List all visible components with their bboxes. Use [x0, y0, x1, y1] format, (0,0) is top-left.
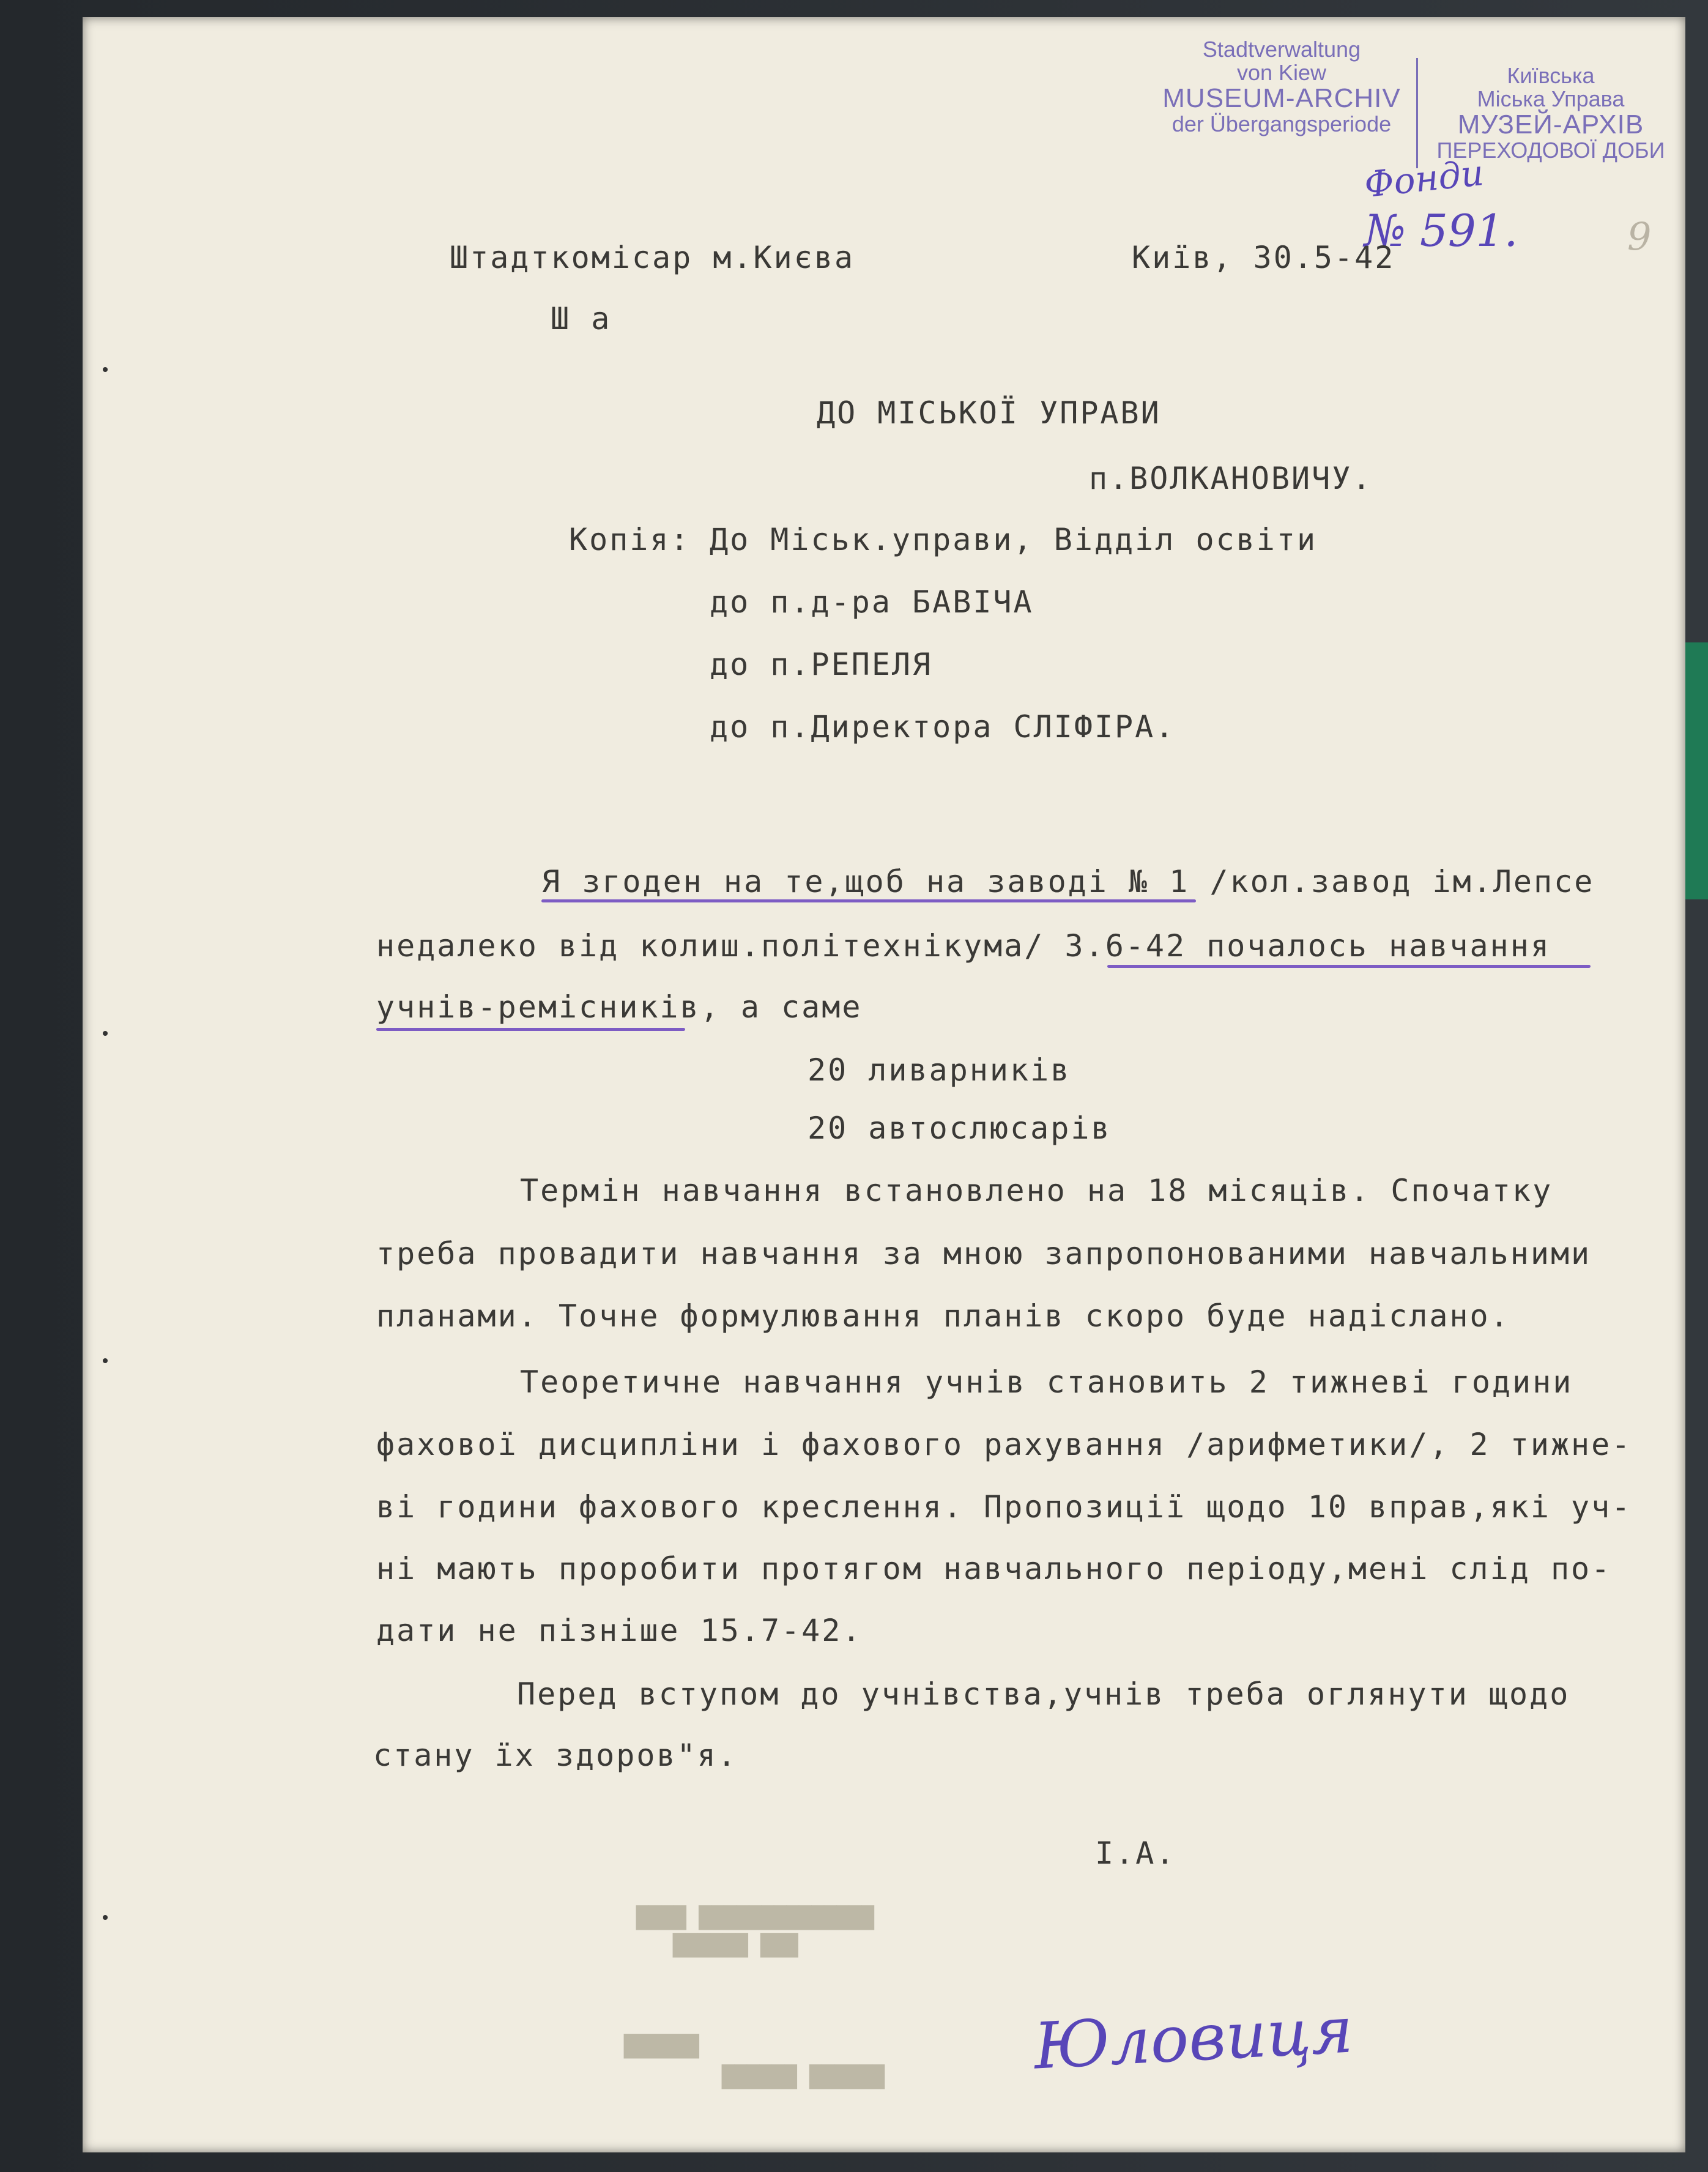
body-p2-line3: планами. Точне формулювання планів скоро буде надіслано. — [376, 1298, 1510, 1334]
copy-line4: до п.Директора СЛІФІРА. — [710, 709, 1176, 745]
underline-p1-line2 — [1107, 965, 1591, 968]
handwritten-signature: Юловиця — [1032, 1992, 1355, 2084]
stamp-ukrainian-line3: МУЗЕЙ-АРХІВ — [1457, 109, 1644, 139]
stamp-german-line3: MUSEUM-ARCHIV — [1162, 83, 1401, 113]
stamp-german-line1: Stadtverwaltung — [1202, 37, 1361, 62]
body-p3-line1: Теоретичне навчання учнів становить 2 тижневі години — [520, 1364, 1573, 1400]
punch-mark — [103, 367, 108, 372]
archive-fond-note: Фонди — [1362, 151, 1486, 206]
list-item-mechanics: 20 автослюсарів — [808, 1110, 1112, 1146]
reference-mark: Ш а — [551, 301, 612, 337]
body-p1-line3: учнів-ремісників, а саме — [376, 989, 863, 1025]
punch-mark — [103, 1031, 108, 1036]
stamp-ukrainian-line4: ПЕРЕХОДОВОЇ ДОБИ — [1436, 137, 1665, 163]
addressee-line1: ДО МІСЬКОЇ УПРАВИ — [817, 395, 1161, 431]
copy-line2: до п.д-ра БАВІЧА — [710, 584, 1034, 620]
stamp-ukrainian-line1: Київська — [1507, 63, 1595, 88]
punch-mark — [103, 1915, 108, 1920]
place-date: Київ, 30.5-42 — [1132, 240, 1395, 275]
copy-line1: До Міськ.управи, Відділ освіти — [710, 522, 1318, 557]
addressee-line2: п.ВОЛКАНОВИЧУ. — [1089, 461, 1373, 496]
body-p1-line1: Я згоден на те,щоб на заводі № 1 /кол.завод ім.Лепсе — [541, 864, 1595, 899]
stamp-ukrainian-line2: Міська Управа — [1477, 86, 1625, 111]
body-p4-line2: стану їх здоров"я. — [373, 1738, 738, 1773]
underline-p1-line1 — [541, 899, 1196, 902]
sender-line: Штадткомісар м.Києва — [450, 240, 855, 275]
faint-stamp-line: ██████ ███ — [673, 1933, 798, 1958]
punch-mark — [103, 1358, 108, 1363]
signature-initials: I.A. — [1095, 1835, 1176, 1871]
copy-line3: до п.РЕПЕЛЯ — [710, 647, 933, 682]
page-number: 9 — [1627, 214, 1652, 259]
faint-stamp-line: ████ ██████████████ — [636, 1906, 874, 1930]
list-item-founders: 20 ливарників — [808, 1052, 1071, 1088]
body-p3-line4: ні мають проробити протягом навчального періоду,мені слід по- — [376, 1551, 1612, 1586]
stamp-german-line2: von Kiew — [1236, 59, 1327, 85]
archive-stamp-ukrainian — [1413, 64, 1688, 162]
body-p1-line2: недалеко від колиш.політехнікума/ 3.6-42 почалось навчання — [376, 928, 1551, 964]
underline-p1-line3 — [376, 1028, 685, 1031]
body-p3-line5: дати не пізніше 15.7-42. — [376, 1613, 863, 1648]
faint-stamp-line: ██████ — [624, 2034, 699, 2059]
archive-fond-number: № 591. — [1364, 205, 1518, 256]
body-p3-line3: ві години фахового креслення. Пропозиції щодо 10 вправ,які уч- — [376, 1489, 1632, 1525]
body-p2-line1: Термін навчання встановлено на 18 місяців. Спочатку — [520, 1173, 1553, 1208]
stamp-german-line4: der Übergangsperiode — [1171, 111, 1392, 136]
body-p4-line1: Перед вступом до учнівства,учнів треба оглянути щодо — [517, 1676, 1570, 1712]
body-p3-line2: фахової дисципліни і фахового рахування /арифметики/, 2 тижне- — [376, 1427, 1632, 1462]
body-p2-line2: треба провадити навчання за мною запропонованими навчальними — [376, 1236, 1592, 1271]
copies-label: Копія: — [569, 522, 691, 557]
archive-stamp-german — [1138, 38, 1425, 136]
faint-stamp-line: ██████ ██████ — [722, 2065, 885, 2089]
